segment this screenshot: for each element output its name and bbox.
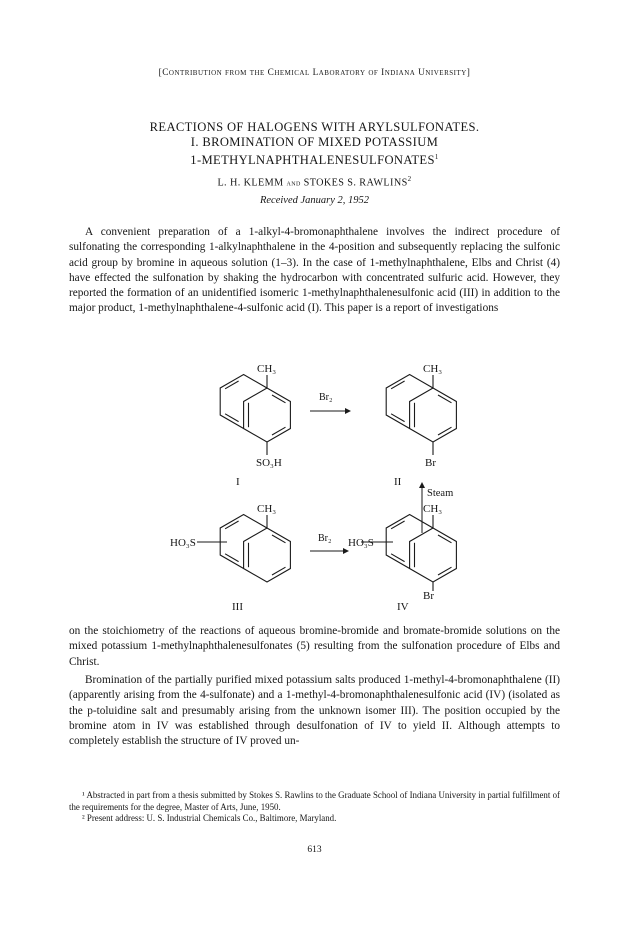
structure-II-bromo: Br xyxy=(425,457,436,469)
structure-III-acid: HO₃S xyxy=(170,537,196,549)
author-second: STOKES S. RAWLINS xyxy=(303,177,408,189)
page-number: 613 xyxy=(307,845,322,855)
structure-IV-methyl: CH₃ xyxy=(423,503,443,515)
structure-I xyxy=(220,375,290,456)
title-line-2: I. BROMINATION OF MIXED POTASSIUM xyxy=(190,135,439,150)
author-line xyxy=(0,175,629,188)
author-connector: and xyxy=(286,177,301,188)
label-II: II xyxy=(394,476,402,488)
label-I: I xyxy=(236,476,240,488)
structure-IV-acid: HO₃S xyxy=(348,537,374,549)
structure-II xyxy=(386,375,456,456)
paragraph-intro: A convenient preparation of a 1-alkyl-4-bromonaphthalene involves the indirect procedure of sulfonating the corresponding 1-alkylnaphthalene in the 4-position and subsequently replacing the sulfonic acid group by bromine in aqueous solution (1–3). In the case of 1-methylnaphthalene, Elbs and Christ (4) have effected the sulfonation by shaking the hydrocarbon with concentrated sulfuric acid. However, they reported the formation of an unidentified isomeric 1-methylnaphthalenesulfonic acid (III) in addition to the major product, 1-methylnaphthalene-4-sulfonic acid (I). This paper is a report of investigations xyxy=(69,226,560,315)
footnotes xyxy=(69,790,560,825)
paragraph-bromination: Bromination of the partially purified mixed potassium salts produced 1-methyl-4-bromonaphthalene (II) (apparently arising from the 4-sulfonate) and a 1-methyl-4-bromonaphthalenesulfonic acid (IV) (isolated as the p-toluidine salt and presumably arising from the unknown isomer III). The position occupied by the bromine atom in IV was established through desulfonation of IV to yield II. Although attempts to completely establish the structure of IV proved un- xyxy=(69,674,560,748)
paragraph-continuation: on the stoichiometry of the reactions of aqueous bromine-bromide and bromate-bromide solutions on the mixed potassium 1-methylnaphthalenesulfonates (5) resulting from the sulfonation procedure of Elbs and Christ. xyxy=(69,625,560,668)
reaction-scheme xyxy=(0,355,629,625)
structure-I-methyl: CH₃ xyxy=(257,363,277,375)
footnote-1: ¹ Abstracted in part from a thesis submitted by Stokes S. Rawlins to the Graduate School of Indiana University in partial fulfillment of the requirements for the degree, Master of Arts, June, 1950. xyxy=(69,790,560,812)
structure-III xyxy=(197,515,290,583)
received-date: Received January 2, 1952 xyxy=(259,195,370,206)
structure-IV xyxy=(361,515,456,592)
author-footnote-mark: 2 xyxy=(407,175,412,183)
title-line-1: REACTIONS OF HALOGENS WITH ARYLSULFONATES. xyxy=(149,120,480,134)
structure-I-sulfonic: SO₃H xyxy=(256,457,282,469)
footnote-2: ² Present address: U. S. Industrial Chemicals Co., Baltimore, Maryland. xyxy=(82,813,337,824)
steam-label: Steam xyxy=(427,488,454,499)
label-IV: IV xyxy=(397,601,409,613)
title-footnote-mark: 1 xyxy=(434,153,439,162)
title-line-3 xyxy=(0,150,629,168)
article-title xyxy=(0,120,629,169)
structure-III-methyl: CH₃ xyxy=(257,503,277,515)
reagent-top: Br₂ xyxy=(319,392,333,403)
label-III: III xyxy=(232,601,243,613)
reagent-bottom: Br₂ xyxy=(318,533,332,544)
contribution-header: [Contribution from the Chemical Laboratory of Indiana University] xyxy=(158,68,471,78)
author-first: L. H. KLEMM xyxy=(217,177,284,189)
structure-II-methyl: CH₃ xyxy=(423,363,443,375)
title-line-3-text: 1-METHYLNAPHTHALENESULFONATES xyxy=(190,153,435,168)
structure-IV-bromo: Br xyxy=(423,590,434,602)
